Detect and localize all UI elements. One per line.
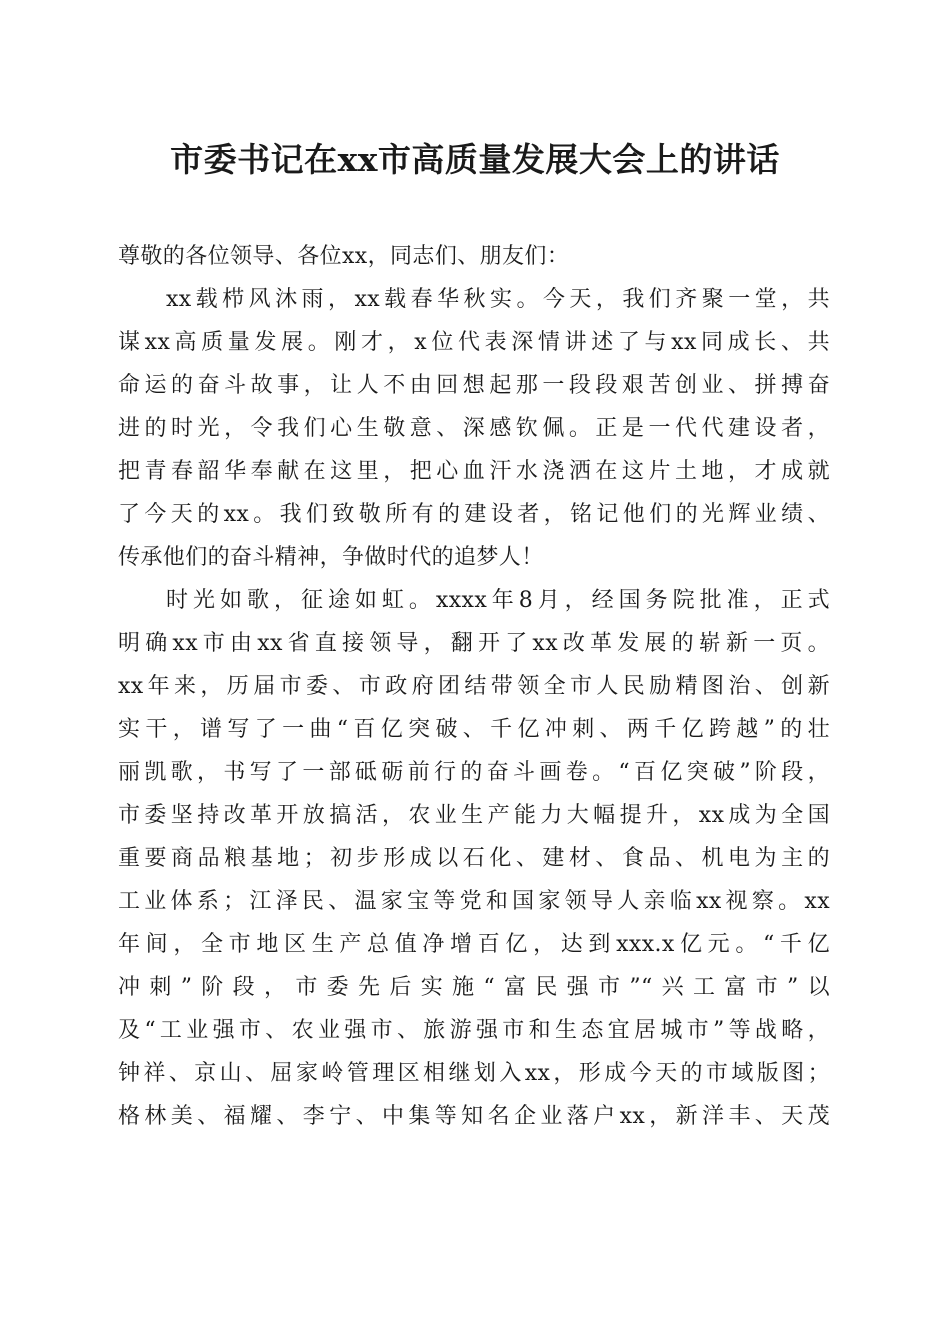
paragraph-line: 工业体系；江泽民、温家宝等党和国家领导人亲临xx视察。xx — [118, 889, 830, 914]
paragraph-line: 市委坚持改革开放搞活，农业生产能力大幅提升，xx成为全国 — [118, 803, 830, 828]
paragraph-line: 丽凯歌，书写了一部砥砺前行的奋斗画卷。“百亿突破”阶段， — [118, 760, 830, 785]
salutation-line: 尊敬的各位领导、各位xx，同志们、朋友们： — [118, 244, 570, 269]
paragraph-2 — [118, 579, 830, 1138]
paragraph-line: 冲刺”阶段，市委先后实施“富民强市”“兴工富市”以 — [118, 975, 830, 1000]
paragraph-line: xx载栉风沐雨，xx载春华秋实。今天，我们齐聚一堂，共 — [166, 287, 830, 312]
paragraph-line: 钟祥、京山、屈家岭管理区相继划入xx，形成今天的市域版图； — [118, 1061, 830, 1086]
paragraph-line: 进的时光，令我们心生敬意、深感钦佩。正是一代代建设者， — [118, 416, 830, 441]
paragraph-line: 格林美、福耀、李宁、中集等知名企业落户xx，新洋丰、天茂 — [118, 1104, 830, 1129]
paragraph-line: 年间，全市地区生产总值净增百亿，达到xxx.x亿元。“千亿 — [118, 932, 830, 957]
paragraph-line: 传承他们的奋斗精神，争做时代的追梦人！ — [118, 545, 544, 570]
paragraph-line: 明确xx市由xx省直接领导，翻开了xx改革发展的崭新一页。 — [118, 631, 830, 656]
paragraph-line: xx年来，历届市委、市政府团结带领全市人民励精图治、创新 — [118, 674, 830, 699]
paragraph-line: 重要商品粮基地；初步形成以石化、建材、食品、机电为主的 — [118, 846, 830, 871]
paragraph-line: 把青春韶华奉献在这里，把心血汗水浇洒在这片土地，才成就 — [118, 459, 830, 484]
paragraph-1 — [118, 278, 830, 579]
document-title: 市委书记在xx市高质量发展大会上的讲话 — [170, 140, 780, 179]
paragraph-line: 及“工业强市、农业强市、旅游强市和生态宜居城市”等战略， — [118, 1018, 830, 1043]
paragraph-line: 时光如歌，征途如虹。xxxx年8月，经国务院批准，正式 — [166, 588, 830, 613]
paragraph-line: 谋xx高质量发展。刚才，x位代表深情讲述了与xx同成长、共 — [118, 330, 830, 355]
paragraph-line: 命运的奋斗故事，让人不由回想起那一段段艰苦创业、拼搏奋 — [118, 373, 830, 398]
document-body — [118, 235, 830, 1138]
paragraph-line: 了今天的xx。我们致敬所有的建设者，铭记他们的光辉业绩、 — [118, 502, 830, 527]
paragraph-line: 实干，谱写了一曲“百亿突破、千亿冲刺、两千亿跨越”的壮 — [118, 717, 830, 742]
